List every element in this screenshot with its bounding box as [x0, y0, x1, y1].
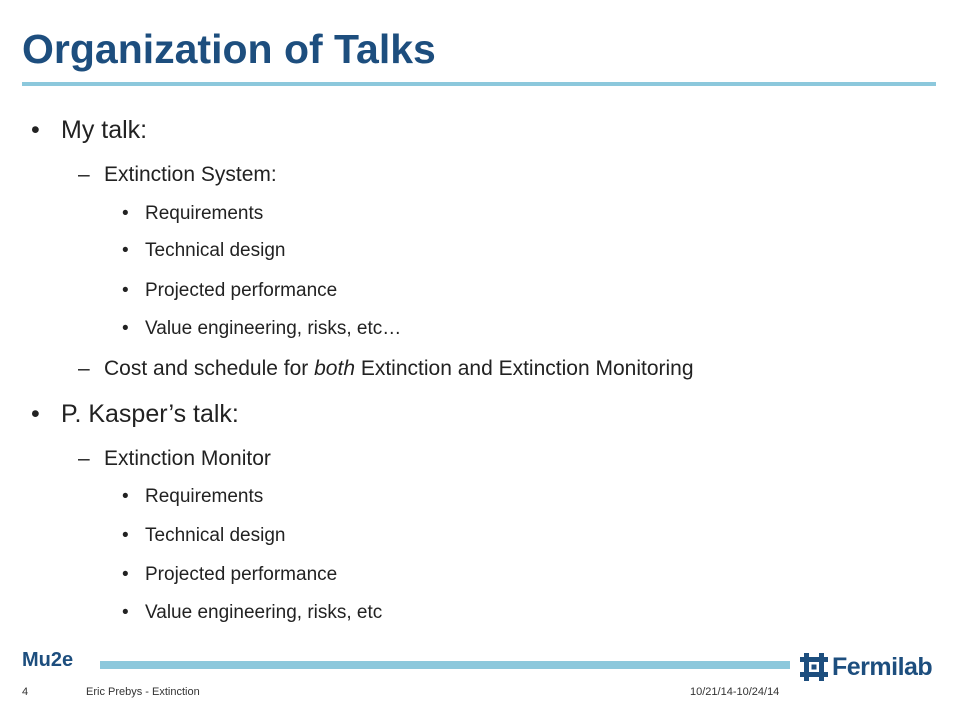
list-item — [122, 240, 286, 262]
list-item — [122, 280, 338, 302]
list-item-text: Requirements — [145, 486, 264, 507]
footer-author: Eric Prebys - Extinction — [86, 686, 200, 698]
bullet-my-talk — [31, 116, 148, 145]
list-item-text: Technical design — [145, 240, 286, 261]
list-item-text: Requirements — [145, 203, 264, 224]
fermilab-logo — [800, 652, 940, 682]
dash-marker: – — [78, 357, 90, 380]
sub-bullet-text: Extinction System: — [104, 163, 277, 186]
bullet-marker: • — [122, 486, 129, 507]
page-number: 4 — [22, 686, 29, 698]
slide-title: Organization of Talks — [22, 26, 436, 72]
list-item-text: Projected performance — [145, 564, 338, 585]
list-item — [122, 486, 264, 508]
list-item — [122, 525, 286, 547]
bullet-marker: • — [31, 116, 40, 144]
dash-marker: – — [78, 447, 90, 470]
list-item-text: Value engineering, risks, etc… — [145, 318, 402, 339]
bullet-kasper-talk — [31, 400, 239, 429]
fermilab-logo-icon — [800, 653, 828, 681]
bullet-marker: • — [122, 318, 129, 339]
list-item-text: Value engineering, risks, etc — [145, 602, 383, 623]
bullet-text: P. Kasper’s talk: — [61, 400, 239, 428]
dash-marker: – — [78, 163, 90, 186]
sub-bullet-text-post: Extinction and Extinction Monitoring — [355, 357, 694, 380]
mu2e-brand: Mu2e — [22, 649, 74, 671]
footer-date: 10/21/14-10/24/14 — [690, 686, 780, 698]
footer-accent-bar — [100, 661, 790, 669]
bullet-marker: • — [31, 400, 40, 428]
bullet-marker: • — [122, 564, 129, 585]
bullet-marker: • — [122, 525, 129, 546]
list-item-text: Technical design — [145, 525, 286, 546]
sub-bullet-cost-schedule — [78, 357, 694, 381]
bullet-marker: • — [122, 240, 129, 261]
bullet-marker: • — [122, 280, 129, 301]
bullet-marker: • — [122, 602, 129, 623]
title-underline — [22, 82, 936, 86]
list-item — [122, 203, 264, 225]
sub-bullet-extinction-system — [78, 163, 277, 187]
list-item — [122, 602, 383, 624]
sub-bullet-text: Extinction Monitor — [104, 447, 271, 470]
emphasis-text: both — [314, 357, 355, 380]
bullet-marker: • — [122, 203, 129, 224]
fermilab-logo-text: Fermilab — [832, 652, 933, 681]
list-item — [122, 318, 402, 340]
sub-bullet-text-pre: Cost and schedule for — [104, 357, 315, 380]
sub-bullet-extinction-monitor — [78, 447, 271, 471]
list-item-text: Projected performance — [145, 280, 338, 301]
list-item — [122, 564, 338, 586]
bullet-text: My talk: — [61, 116, 148, 144]
